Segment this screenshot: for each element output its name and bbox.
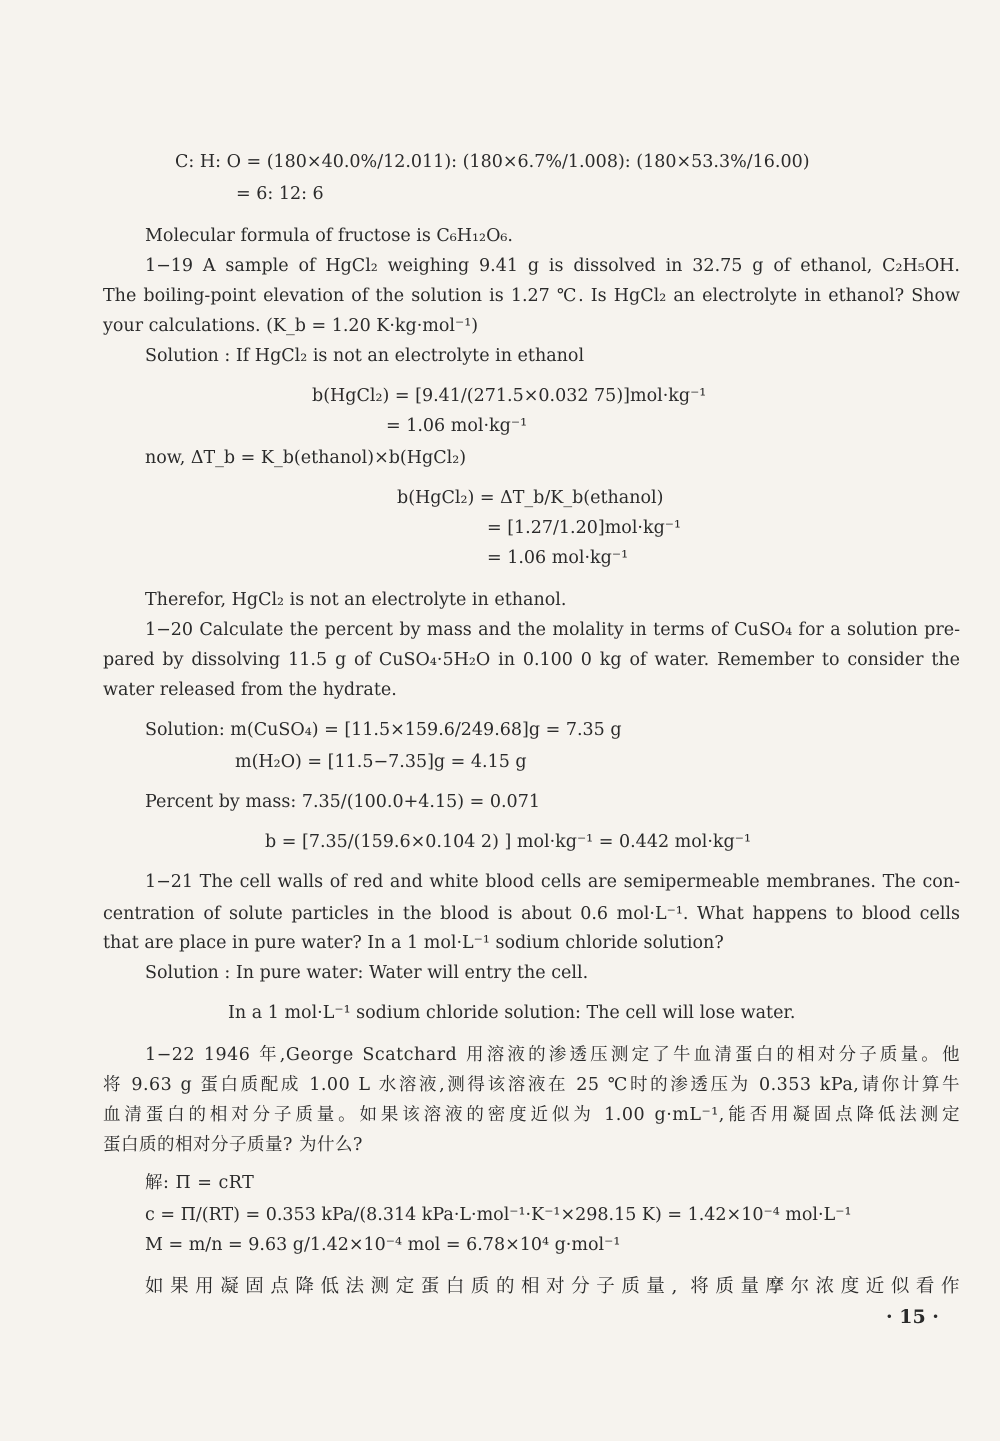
page-number: · 15 · (886, 1306, 939, 1328)
eq-b-hgcl2-3: b(HgCl₂) = ΔT_b/K_b(ethanol) (397, 488, 664, 508)
ratio-line-1: C: H: O = (180×40.0%/12.011): (180×6.7%/1.008): (180×53.3%/16.00) (175, 152, 810, 172)
eq-b-hgcl2-2: = 1.06 mol·kg⁻¹ (386, 416, 528, 436)
eq-b-hgcl2-5: = 1.06 mol·kg⁻¹ (487, 548, 629, 568)
eq-b-hgcl2-4: = [1.27/1.20]mol·kg⁻¹ (487, 518, 682, 538)
eq-b-hgcl2-1: b(HgCl₂) = [9.41/(271.5×0.032 75)]mol·kg⁻¹ (312, 386, 707, 406)
molality-eq: b = [7.35/(159.6×0.104 2) ] mol·kg⁻¹ = 0.442 mol·kg⁻¹ (265, 832, 751, 852)
fructose-formula: Molecular formula of fructose is C₆H₁₂O₆. (145, 226, 513, 246)
problem-1-22-line-2: 将 9.63 g 蛋白质配成 1.00 L 水溶液,测得该溶液在 25 ℃时的渗透压为 0.353 kPa,请你计算牛 (103, 1075, 960, 1095)
problem-1-19-line-2: The boiling-point elevation of the solution is 1.27 ℃. Is HgCl₂ an electrolyte in ethanol? Show (103, 286, 960, 306)
problem-1-19-line-3: your calculations. (K_b = 1.20 K·kg·mol⁻¹) (103, 316, 479, 336)
ratio-line-2: = 6: 12: 6 (236, 184, 324, 204)
problem-1-20-line-1: 1−20 Calculate the percent by mass and the molality in terms of CuSO₄ for a solution pre- (145, 620, 960, 640)
solution-1-21-line-1: Solution : In pure water: Water will entry the cell. (145, 963, 589, 983)
solution-1-22-line-4: 如果用凝固点降低法测定蛋白质的相对分子质量, 将质量摩尔浓度近似看作 (145, 1276, 960, 1297)
conclusion-1-19: Therefor, HgCl₂ is not an electrolyte in ethanol. (145, 590, 567, 610)
problem-1-20-line-2: pared by dissolving 11.5 g of CuSO₄·5H₂O in 0.100 0 kg of water. Remember to consider the (103, 650, 960, 670)
problem-1-21-line-1: 1−21 The cell walls of red and white blood cells are semipermeable membranes. The con- (145, 872, 960, 892)
solution-1-22-line-3: M = m/n = 9.63 g/1.42×10⁻⁴ mol = 6.78×10⁴ g·mol⁻¹ (145, 1235, 621, 1255)
solution-1-19: Solution : If HgCl₂ is not an electrolyte in ethanol (145, 346, 585, 366)
problem-1-19-line-1: 1−19 A sample of HgCl₂ weighing 9.41 g is dissolved in 32.75 g of ethanol, C₂H₅OH. (145, 256, 960, 276)
problem-1-22-line-3: 血清蛋白的相对分子质量。如果该溶液的密度近似为 1.00 g·mL⁻¹,能否用凝固点降低法测定 (103, 1105, 960, 1125)
problem-1-20-line-3: water released from the hydrate. (103, 680, 397, 700)
solution-1-22-line-2: c = Π/(RT) = 0.353 kPa/(8.314 kPa·L·mol⁻¹·K⁻¹×298.15 K) = 1.42×10⁻⁴ mol·L⁻¹ (145, 1205, 852, 1225)
problem-1-21-line-2: centration of solute particles in the blood is about 0.6 mol·L⁻¹. What happens to blood cells (103, 904, 960, 924)
problem-1-22-line-1: 1−22 1946 年,George Scatchard 用溶液的渗透压测定了牛血清蛋白的相对分子质量。他 (145, 1045, 960, 1065)
solution-1-20-line-1: Solution: m(CuSO₄) = [11.5×159.6/249.68]g = 7.35 g (145, 720, 622, 740)
problem-1-22-line-4: 蛋白质的相对分子质量? 为什么? (103, 1135, 363, 1155)
eq-delta-tb: now, ΔT_b = K_b(ethanol)×b(HgCl₂) (145, 448, 467, 468)
solution-1-20-line-2: m(H₂O) = [11.5−7.35]g = 4.15 g (235, 752, 527, 772)
problem-1-21-line-3: that are place in pure water? In a 1 mol·L⁻¹ sodium chloride solution? (103, 933, 724, 953)
solution-1-22-line-1: 解: Π = cRT (145, 1173, 255, 1193)
percent-by-mass: Percent by mass: 7.35/(100.0+4.15) = 0.071 (145, 792, 540, 812)
solution-1-21-line-2: In a 1 mol·L⁻¹ sodium chloride solution: The cell will lose water. (228, 1003, 796, 1023)
